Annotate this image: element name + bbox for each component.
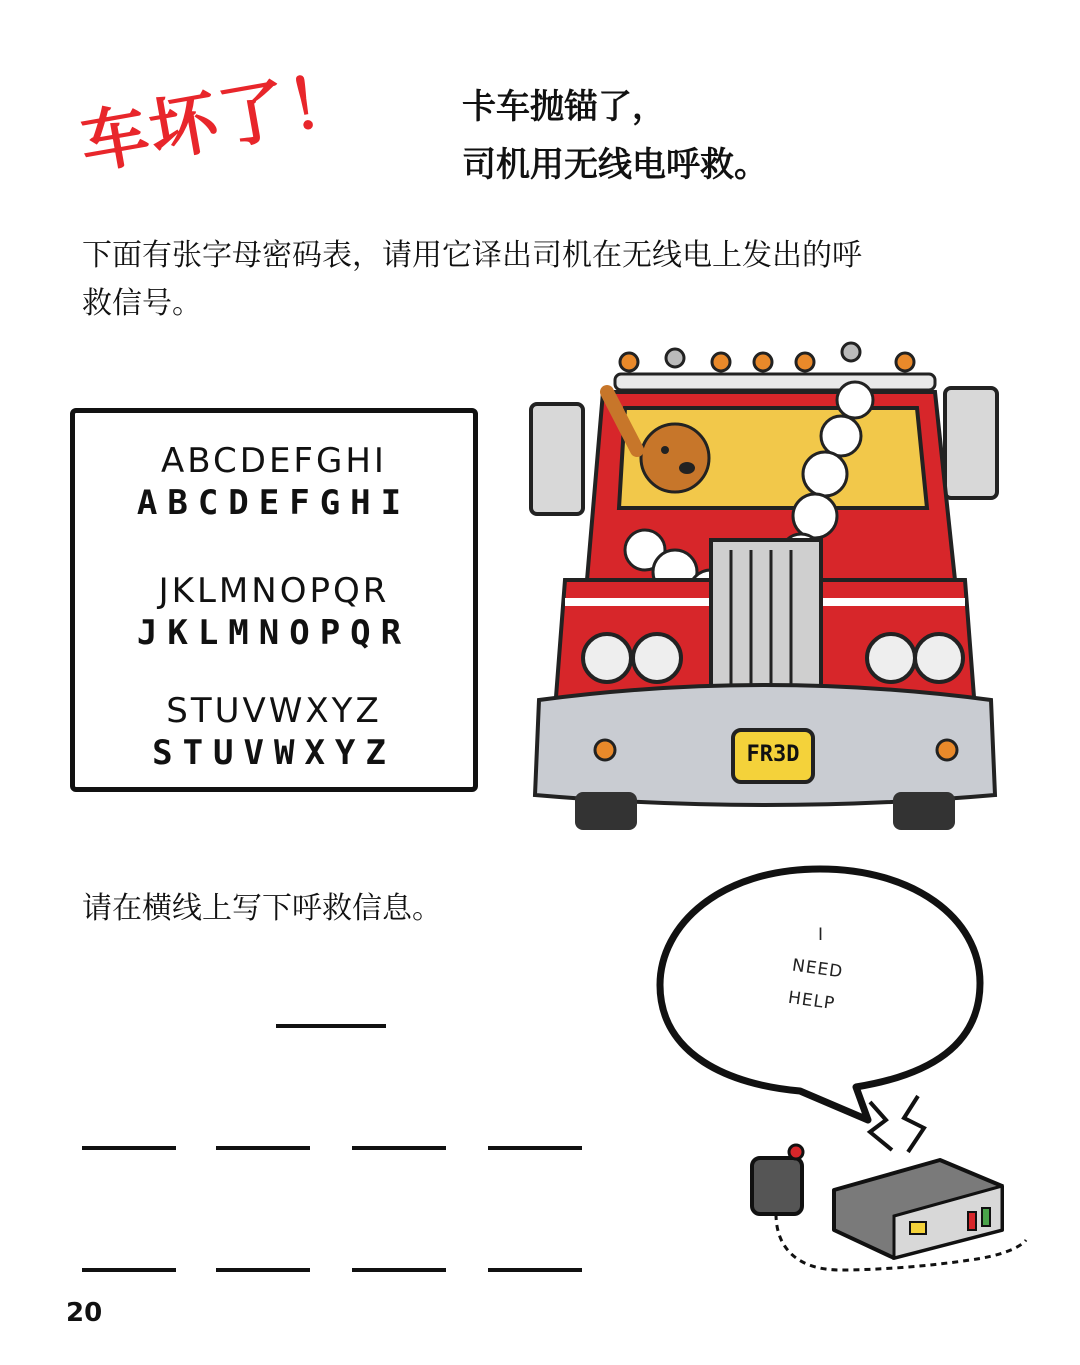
cipher-row-1 bbox=[75, 441, 473, 525]
cipher-code-row-3: STUVWXYZ bbox=[152, 733, 396, 773]
answer-blank[interactable] bbox=[82, 1268, 176, 1272]
cipher-table bbox=[70, 408, 478, 792]
answer-blank[interactable] bbox=[82, 1146, 176, 1150]
bubble-line-3: HELP bbox=[786, 987, 837, 1015]
truck-illustration bbox=[525, 340, 1005, 840]
write-instruction: 请在横线上写下呼救信息。 bbox=[82, 891, 442, 926]
cipher-plain-row-3: STUVWXYZ bbox=[166, 691, 382, 731]
bubble-line-1: I bbox=[818, 925, 825, 945]
license-plate: FR3D bbox=[746, 742, 800, 767]
cipher-code-row-1: ABCDEFGHI bbox=[136, 483, 412, 523]
answer-blank[interactable] bbox=[216, 1268, 310, 1272]
answer-blank[interactable] bbox=[488, 1146, 582, 1150]
answer-blank[interactable] bbox=[216, 1146, 310, 1150]
instruction-text: 下面有张字母密码表，请用它译出司机在无线电上发出的呼救信号。 bbox=[82, 238, 862, 321]
answer-blank[interactable] bbox=[276, 1024, 386, 1028]
bubble-line-2: NEED bbox=[790, 955, 845, 983]
page-number: 20 bbox=[66, 1298, 103, 1328]
subtitle bbox=[462, 78, 768, 194]
cipher-row-2 bbox=[75, 571, 473, 655]
cipher-plain-row-2: JKLMNOPQR bbox=[158, 571, 390, 611]
radio-illustration bbox=[740, 1080, 1040, 1300]
subtitle-line-1: 卡车抛锚了， bbox=[462, 87, 666, 127]
cipher-plain-row-1: ABCDEFGHI bbox=[161, 441, 387, 481]
answer-blank[interactable] bbox=[352, 1146, 446, 1150]
radio-icon bbox=[740, 1080, 1040, 1300]
answer-blank[interactable] bbox=[488, 1268, 582, 1272]
page-title: 车坏了！ bbox=[74, 58, 365, 185]
cipher-row-3 bbox=[75, 691, 473, 775]
cipher-code-row-2: JKLMNOPQR bbox=[136, 613, 412, 653]
answer-blank[interactable] bbox=[352, 1268, 446, 1272]
subtitle-line-2: 司机用无线电呼救。 bbox=[462, 145, 768, 185]
